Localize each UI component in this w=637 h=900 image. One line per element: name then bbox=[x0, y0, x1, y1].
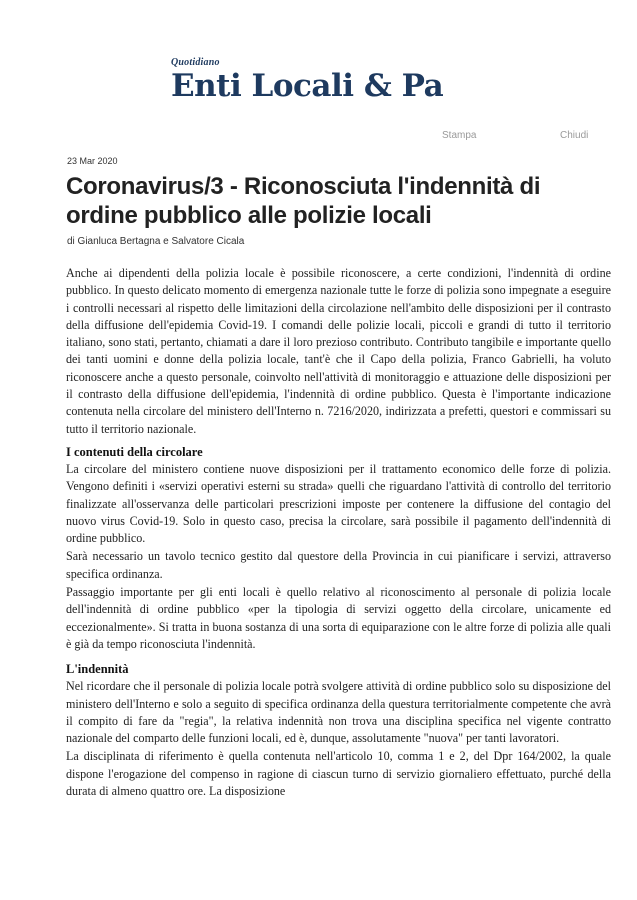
print-link[interactable]: Stampa bbox=[442, 130, 477, 141]
article-date: 23 Mar 2020 bbox=[67, 156, 118, 166]
section-heading: I contenuti della circolare bbox=[66, 444, 203, 459]
paragraph: Nel ricordare che il personale di polizia locale potrà svolgere attività di ordine pubblico solo su disposizione del ministero dell'Interno e solo a seguito di specifica ordinanza della questura territorialmente competente che avrà il compito di fare da "regia", la relativa indennità non trova una disciplina specifica nel vigente contratto nazionale del comparto delle funzioni locali, ed è, dunque, assolutamente "nuova" per tanti lavoratori. bbox=[66, 679, 611, 746]
publication-logo: Enti Locali & Pa bbox=[171, 68, 444, 104]
paragraph: La disciplinata di riferimento è quella contenuta nell'articolo 10, comma 1 e 2, del Dpr 164/2002, la quale dispone l'erogazione del compenso in ragione di ciascun turno di servizio giornaliero effettuato, purché della durata di almeno quattro ore. La disposizione bbox=[66, 749, 611, 799]
section-heading: L'indennità bbox=[66, 662, 129, 677]
masthead-kicker: Quotidiano bbox=[171, 57, 220, 68]
masthead bbox=[171, 58, 443, 103]
article-byline: di Gianluca Bertagna e Salvatore Cicala bbox=[67, 236, 245, 247]
close-link[interactable]: Chiudi bbox=[560, 130, 589, 141]
paragraph: Sarà necessario un tavolo tecnico gestito dal questore della Provincia in cui pianificare i servizi, attraverso specifica ordinanza. bbox=[66, 549, 611, 581]
article-body bbox=[66, 265, 611, 801]
paragraph: Passaggio importante per gli enti locali è quello relativo al riconoscimento al personale di polizia locale dell'indennità di ordine pubblico «per la tipologia di servizi oggetto della circolare, unicamente ed eccezionalmente». Si tratta in buona sostanza di una sorta di equiparazione con le altre forze di polizia alle quali è già da tempo riconosciuta l'indennità. bbox=[66, 585, 611, 651]
paragraph: La circolare del ministero contiene nuove disposizioni per il trattamento economico delle forze di polizia. Vengono definiti i «servizi operativi esterni su strada» quelli che riguardano l'attività di controllo del territorio finalizzate all'osservanza delle particolari prescrizioni imposte per contenere la diffusione del contagio del nuovo virus Covid-19. Solo in questo caso, precisa la circolare, sarà possibile il pagamento dell'indennità di ordine pubblico. bbox=[66, 461, 611, 546]
paragraph: Anche ai dipendenti della polizia locale è possibile riconoscere, a certe condizioni, l'indennità di ordine pubblico. In questo delicato momento di emergenza nazionale tutte le forze di polizia sono impegnate a eseguire i controlli necessari al rispetto delle limitazioni della circolazione nell'ambito delle disposizioni per il contrasto della diffusione dell'epidemia Covid-19. I comandi delle polizie locali, piccoli e grandi di tutto il territorio italiano, sono stati, pertanto, chiamati a dare il loro prezioso contributo. Contributo tangibile e importante quello dei tanti uomini e donne della polizia locale, tant'è che il Capo della polizia, Franco Gabrielli, ha voluto riconoscere anche a questo personale, coinvolto nell'attività di monitoraggio e attuazione delle disposizioni per il contrasto della diffusione dell'epidemia, l'indennità di ordine pubblico. Questa è l'importante indicazione contenuta nella circolare del ministero dell'Interno n. 7216/2020, indirizzata a prefetti, questori e commissari su tutto il territorio nazionale. bbox=[66, 266, 611, 436]
article-title: Coronavirus/3 - Riconosciuta l'indennità di ordine pubblico alle polizie locali bbox=[66, 173, 541, 229]
